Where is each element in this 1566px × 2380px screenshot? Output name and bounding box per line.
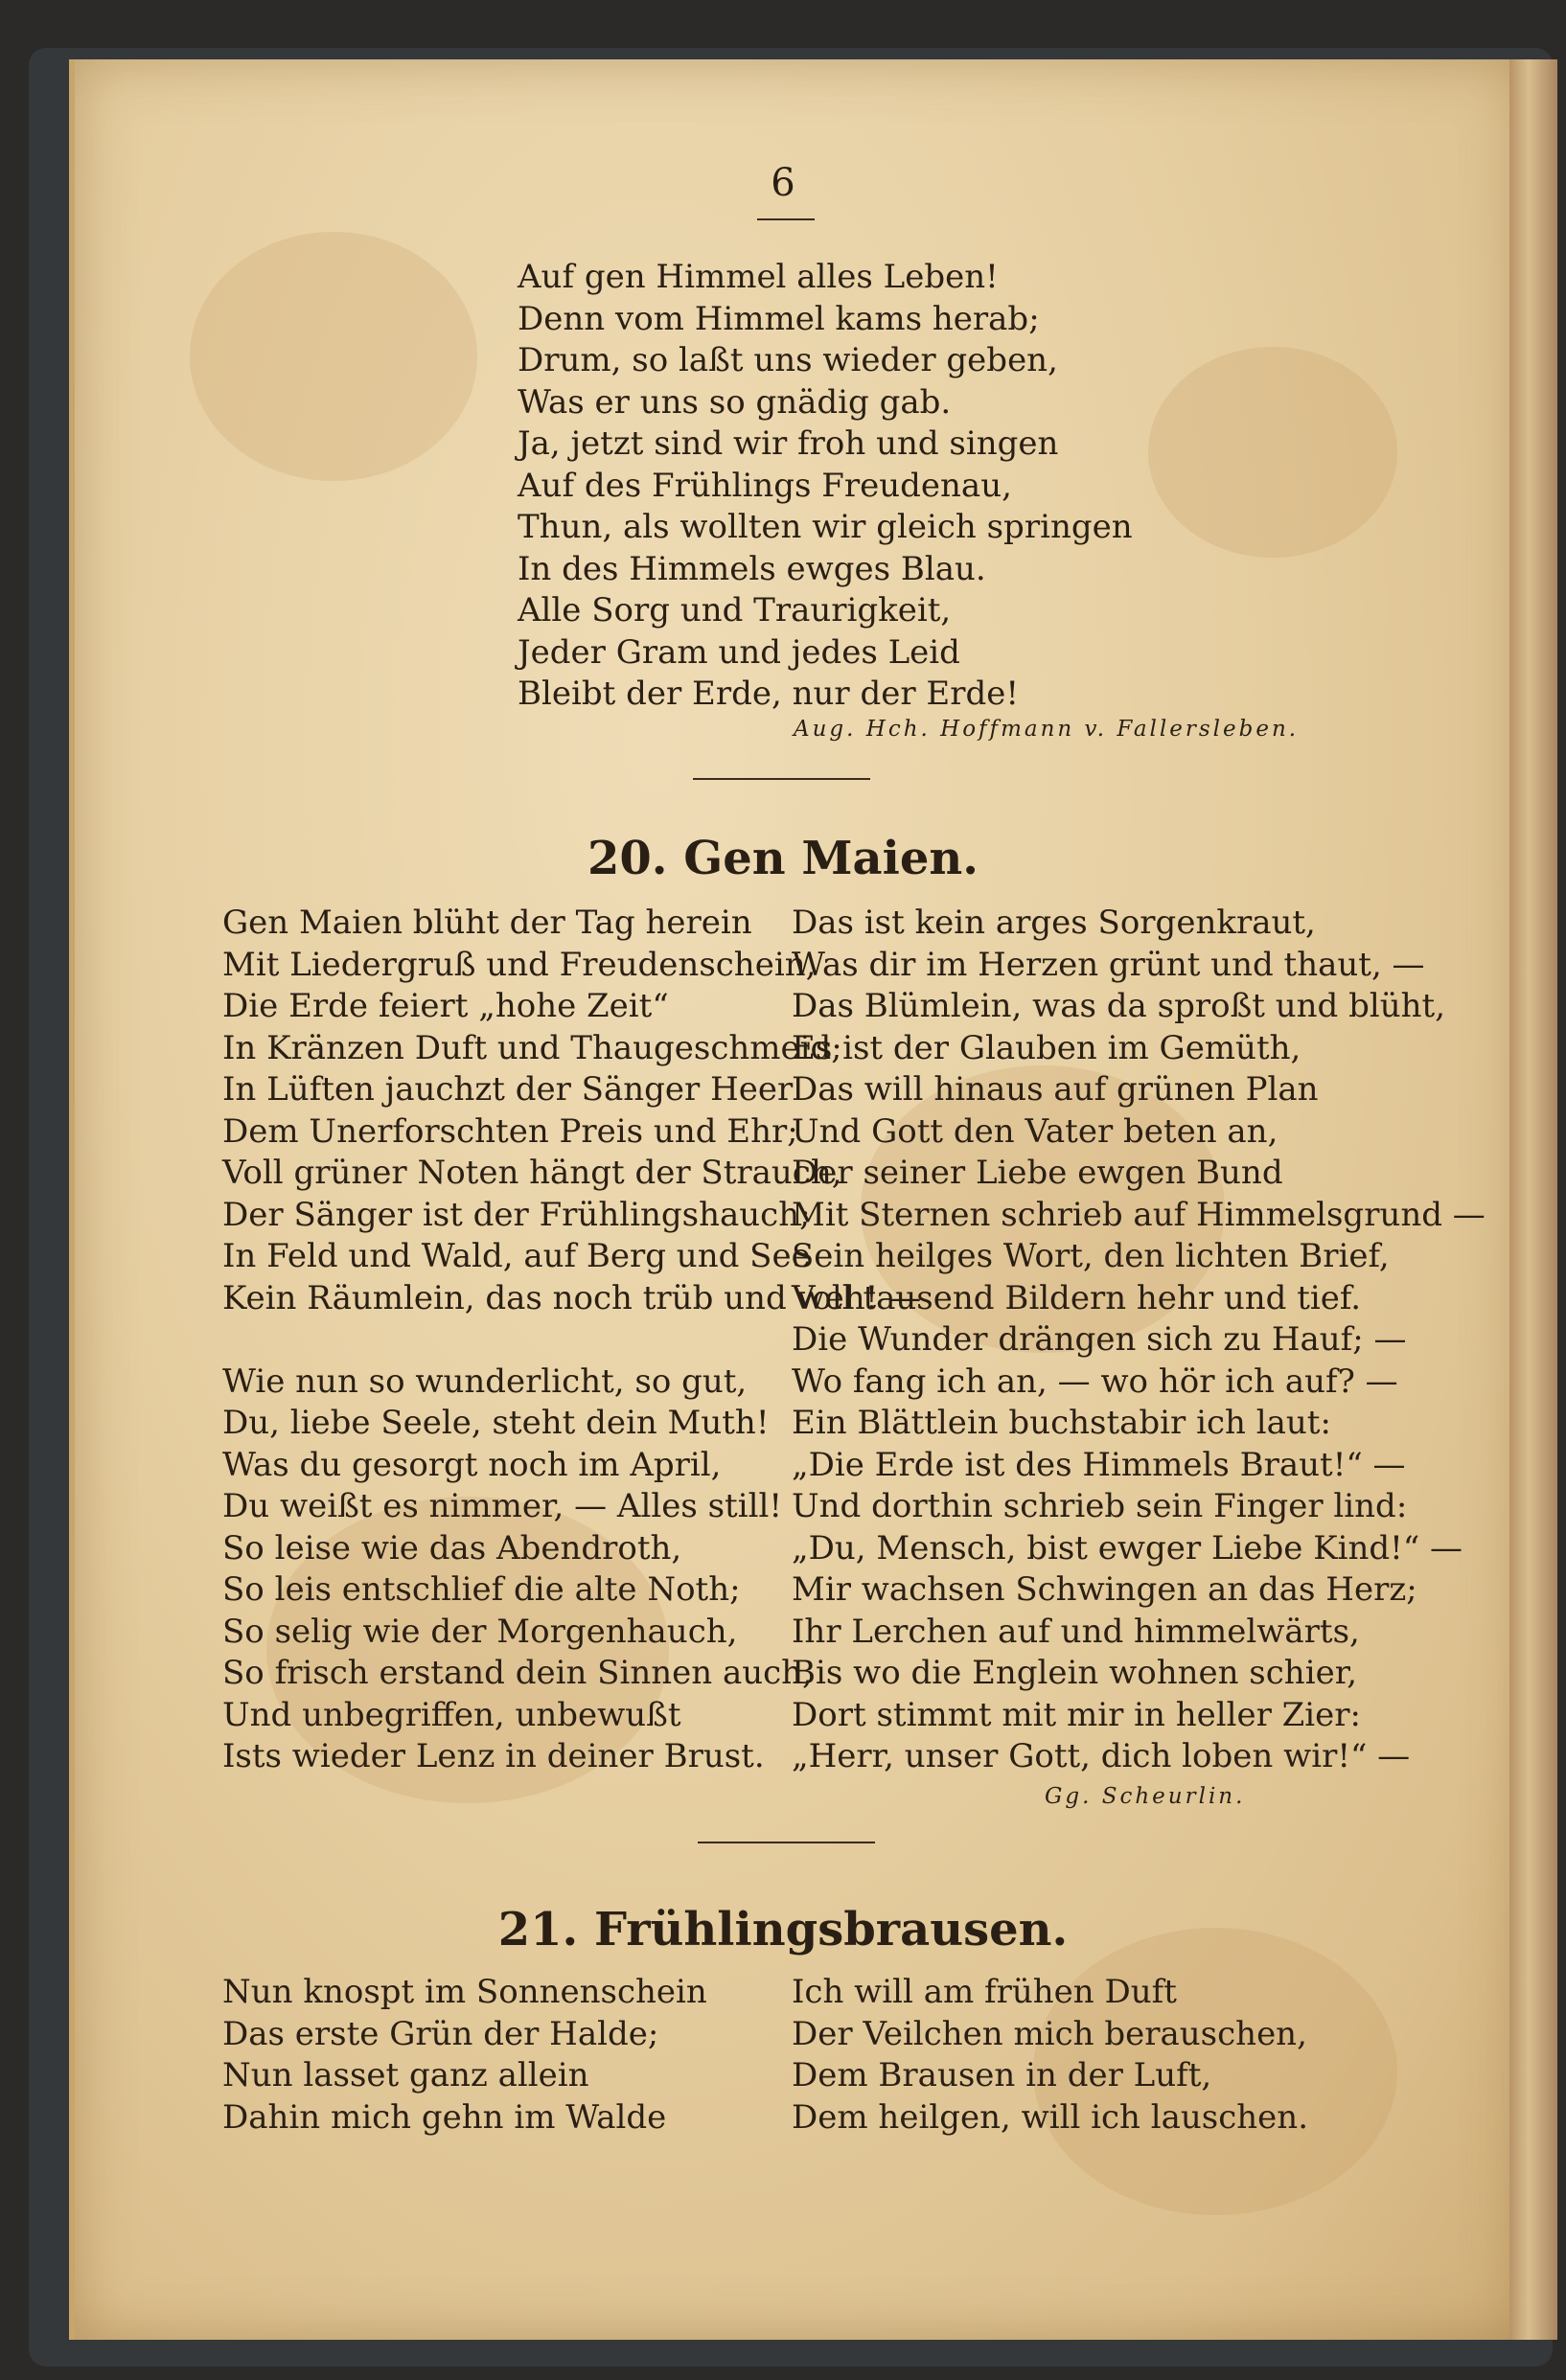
verse-line: Mir wachsen Schwingen an das Herz; [792,1570,1417,1609]
verse-line: „Du, Mensch, bist ewger Liebe Kind!“ — [792,1528,1463,1568]
verse-line: Das ist kein arges Sorgenkraut, [792,904,1316,942]
page-number: 6 [771,161,795,205]
verse-line: Und dorthin schrieb sein Finger lind: [792,1487,1408,1525]
verse-line: Dahin mich gehn im Walde [222,2097,667,2137]
poem20-heading [0,832,1566,885]
verse-line: „Die Erde ist des Himmels Braut!“ — [792,1445,1406,1484]
verse-line: Ihr Lerchen auf und himmelwärts, [792,1612,1360,1651]
verse-line: Der Veilchen mich berauschen, [792,2014,1307,2053]
verse-line: Mit Sternen schrieb auf Himmelsgrund — [792,1195,1485,1234]
verse-line: Wo fang ich an, — wo hör ich auf? — [792,1362,1398,1401]
verse-line: Voll grüner Noten hängt der Strauch, [222,1154,842,1192]
verse-line: Du weißt es nimmer, — Alles still! [222,1487,783,1525]
verse-line: So frisch erstand dein Sinnen auch, [222,1654,813,1692]
verse-line: Gen Maien blüht der Tag herein [222,904,752,942]
verse-line: Wie nun so wunderlicht, so gut, [222,1362,748,1401]
verse-line: Das erste Grün der Halde; [222,2014,659,2053]
poem21-number: 21. [497,1903,579,1957]
verse-line: Mit Liedergruß und Freudenschein, [222,945,817,984]
poem-end-stanza [518,257,1133,716]
verse-line: In Kränzen Duft und Thaugeschmeid; [222,1028,842,1067]
verse-line: Thun, als wollten wir gleich springen [518,508,1133,546]
section-separator [698,1842,875,1843]
poem20-author: Gg. Scheurlin. [1045,1784,1246,1809]
verse-line: „Herr, unser Gott, dich loben wir!“ — [792,1737,1411,1775]
verse-line: Bis wo die Englein wohnen schier, [792,1654,1358,1692]
verse-line: Auf des Frühlings Freudenau, [518,466,1012,505]
verse-line: Nun knospt im Sonnenschein [222,1973,707,2011]
verse-line: Die Erde feiert „hohe Zeit“ [222,987,669,1025]
verse-line: Der seiner Liebe ewgen Bund [792,1154,1283,1192]
verse-line: Ich will am frühen Duft [792,1973,1177,2011]
verse-line: Sein heilges Wort, den lichten Brief, [792,1237,1390,1275]
verse-line: Jeder Gram und jedes Leid [518,632,960,672]
page-number-rule [757,218,815,220]
verse-line: In Feld und Wald, auf Berg und See [222,1237,811,1275]
poem20-right-column [792,903,1485,1778]
verse-line: In Lüften jauchzt der Sänger Heer [222,1070,794,1109]
verse-line: So selig wie der Morgenhauch, [222,1612,738,1651]
verse-line: Kein Räumlein, das noch trüb und weh! — [222,1278,922,1317]
verse-line: Das will hinaus auf grünen Plan [792,1070,1319,1109]
poem20-title: Gen Maien. [683,832,979,885]
section-separator [693,778,870,780]
poem21-right-column [792,1972,1308,2139]
verse-line: Ein Blättlein buchstabir ich laut: [792,1404,1331,1442]
verse-line: Dem Brausen in der Luft, [792,2056,1212,2094]
paper-stain [1148,347,1397,558]
verse-line: Dort stimmt mit mir in heller Zier: [792,1695,1362,1734]
verse-line: Ists wieder Lenz in deiner Brust. [222,1737,765,1775]
verse-line: Drum, so laßt uns wieder geben, [518,341,1058,379]
verse-line: Alle Sorg und Traurigkeit, [518,591,952,629]
verse-line: Der Sänger ist der Frühlingshauch; [222,1195,811,1234]
verse-line: Es ist der Glauben im Gemüth, [792,1028,1301,1067]
verse-line: Du, liebe Seele, steht dein Muth! [222,1404,770,1442]
verse-line: Voll tausend Bildern hehr und tief. [792,1278,1362,1317]
verse-line: Und unbegriffen, unbewußt [222,1695,681,1734]
verse-line: Dem heilgen, will ich lauschen. [792,2097,1309,2137]
verse-line: Auf gen Himmel alles Leben! [518,258,999,296]
verse-line: Nun lasset ganz allein [222,2056,589,2094]
paper-stain [190,232,477,481]
verse-line: Denn vom Himmel kams herab; [518,299,1040,338]
verse-line: Was dir im Herzen grünt und thaut, — [792,945,1425,984]
poem21-title: Frühlingsbrausen. [593,1903,1069,1957]
poem-end-author: Aug. Hch. Hoffmann v. Fallersleben. [794,717,1300,742]
verse-line: So leis entschlief die alte Noth; [222,1570,741,1609]
verse-line: Ja, jetzt sind wir froh und singen [518,424,1059,463]
verse-line: Die Wunder drängen sich zu Hauf; — [792,1320,1407,1359]
verse-line: So leise wie das Abendroth, [222,1528,682,1568]
verse-line: Und Gott den Vater beten an, [792,1111,1278,1151]
verse-line: Bleibt der Erde, nur der Erde! [518,675,1020,713]
verse-line: Das Blümlein, was da sproßt und blüht, [792,987,1446,1025]
page-edge [1509,59,1557,2340]
verse-line: In des Himmels ewges Blau. [518,549,986,588]
poem21-heading [0,1903,1566,1957]
poem20-number: 20. [587,832,668,885]
verse-line: Dem Unerforschten Preis und Ehr; [222,1111,798,1151]
verse-line: Was du gesorgt noch im April, [222,1445,722,1484]
verse-line: Was er uns so gnädig gab. [518,382,952,422]
poem21-left-column [222,1972,707,2139]
